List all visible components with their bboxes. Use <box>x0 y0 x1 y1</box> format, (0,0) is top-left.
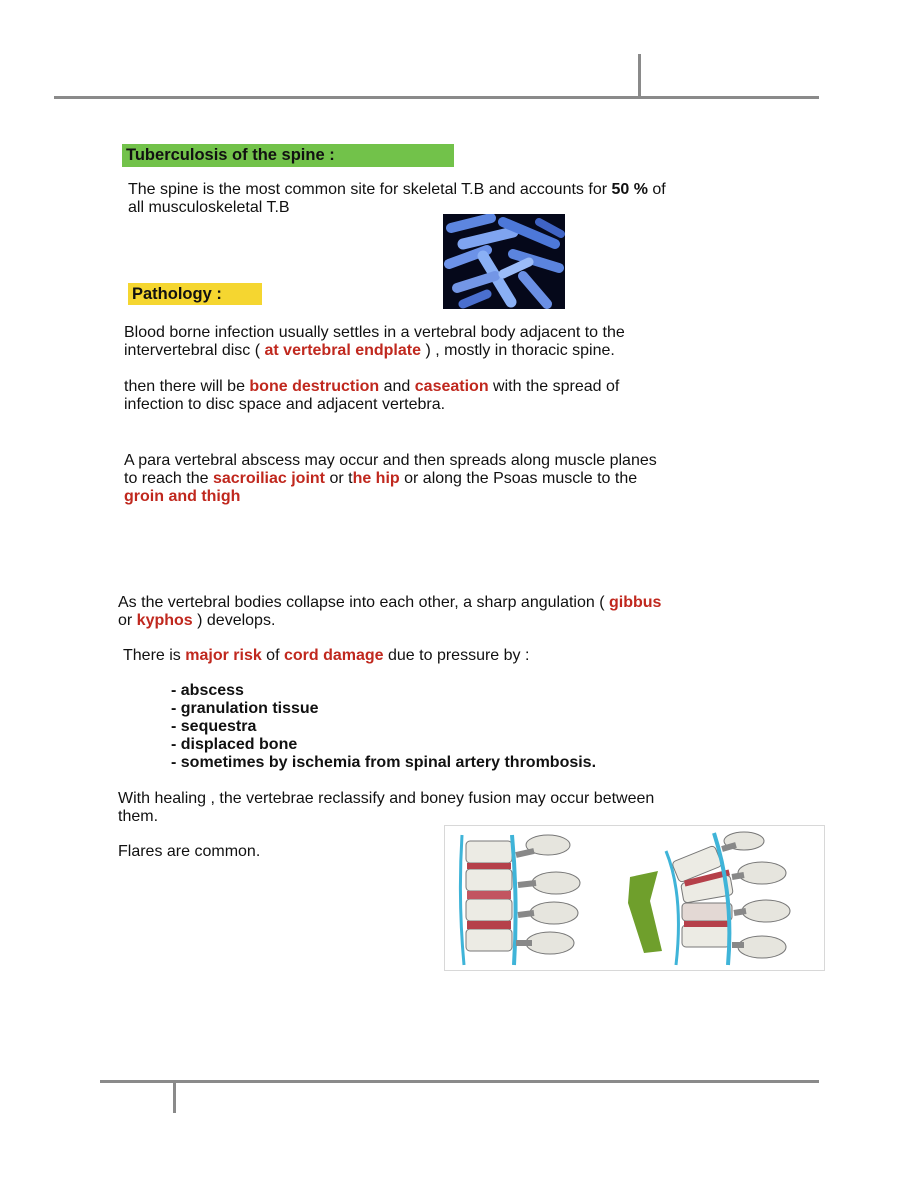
intro-text-line2: all musculoskeletal T.B <box>128 199 290 216</box>
p3-groin: groin and thigh <box>124 488 241 505</box>
footer-rule <box>100 1080 819 1083</box>
section-heading: Tuberculosis of the spine : <box>122 144 454 167</box>
p3-text-end: or along the Psoas muscle to the <box>399 470 638 487</box>
p6-line2: them. <box>118 808 159 825</box>
list-item: - granulation tissue <box>171 700 319 717</box>
p6-line1: With healing , the vertebrae reclassify and boney fusion may occur between <box>118 790 655 807</box>
p7-text: Flares are common. <box>118 843 261 860</box>
intro-paragraph <box>128 181 888 217</box>
list-item: - sometimes by ischemia from spinal artery thrombosis. <box>171 754 597 771</box>
p1-endplate: at vertebral endplate <box>264 342 421 359</box>
p1-text-end: ) , mostly in thoracic spine. <box>421 342 615 359</box>
paragraph-destruction <box>124 378 884 414</box>
p4-text: As the vertebral bodies collapse into each other, a sharp angulation ( <box>118 594 609 611</box>
spine-illustration <box>444 825 825 971</box>
p5-major-risk: major risk <box>185 647 262 664</box>
header-rule <box>54 96 819 99</box>
p4-text-end: ) develops. <box>192 612 276 629</box>
p2-text: then there will be <box>124 378 250 395</box>
footer-divider <box>173 1081 176 1113</box>
risk-list <box>171 682 596 772</box>
intro-percent: 50 % <box>611 181 648 198</box>
p5-cord-damage: cord damage <box>283 647 384 664</box>
p3-line1: A para vertebral abscess may occur and then spreads along muscle planes <box>124 452 657 469</box>
list-item: - displaced bone <box>171 736 298 753</box>
p3-text: to reach the <box>124 470 213 487</box>
intro-text: The spine is the most common site for skeletal T.B and accounts for <box>128 181 612 198</box>
paragraph-settlement <box>124 324 884 360</box>
p4-or: or <box>118 612 137 629</box>
p5-text: There is <box>123 647 186 664</box>
p2-bone-destruction: bone destruction <box>249 378 380 395</box>
p5-text-end: due to pressure by : <box>383 647 530 664</box>
p2-and: and <box>379 378 415 395</box>
paragraph-flares <box>118 843 260 861</box>
pathology-heading: Pathology : <box>128 283 262 305</box>
paragraph-abscess <box>124 452 884 506</box>
p1-line1: Blood borne infection usually settles in a vertebral body adjacent to the <box>124 324 625 341</box>
header-divider <box>638 54 641 98</box>
p4-gibbus: gibbus <box>608 594 662 611</box>
paragraph-risk <box>123 647 883 665</box>
paragraph-gibbus <box>118 594 878 630</box>
p5-of: of <box>261 647 284 664</box>
p4-kyphos: kyphos <box>136 612 193 629</box>
p3-sacroiliac: sacroiliac joint <box>212 470 325 487</box>
p2-caseation: caseation <box>414 378 489 395</box>
p2-text-end: with the spread of <box>488 378 620 395</box>
p1-text: intervertebral disc ( <box>124 342 265 359</box>
list-item: - sequestra <box>171 718 257 735</box>
p3-hip: he hip <box>352 470 400 487</box>
bacteria-image <box>443 214 565 309</box>
list-item: - abscess <box>171 682 244 699</box>
intro-text-end: of <box>647 181 666 198</box>
p2-line2: infection to disc space and adjacent vertebra. <box>124 396 446 413</box>
p3-or: or t <box>325 470 353 487</box>
paragraph-healing <box>118 790 878 826</box>
